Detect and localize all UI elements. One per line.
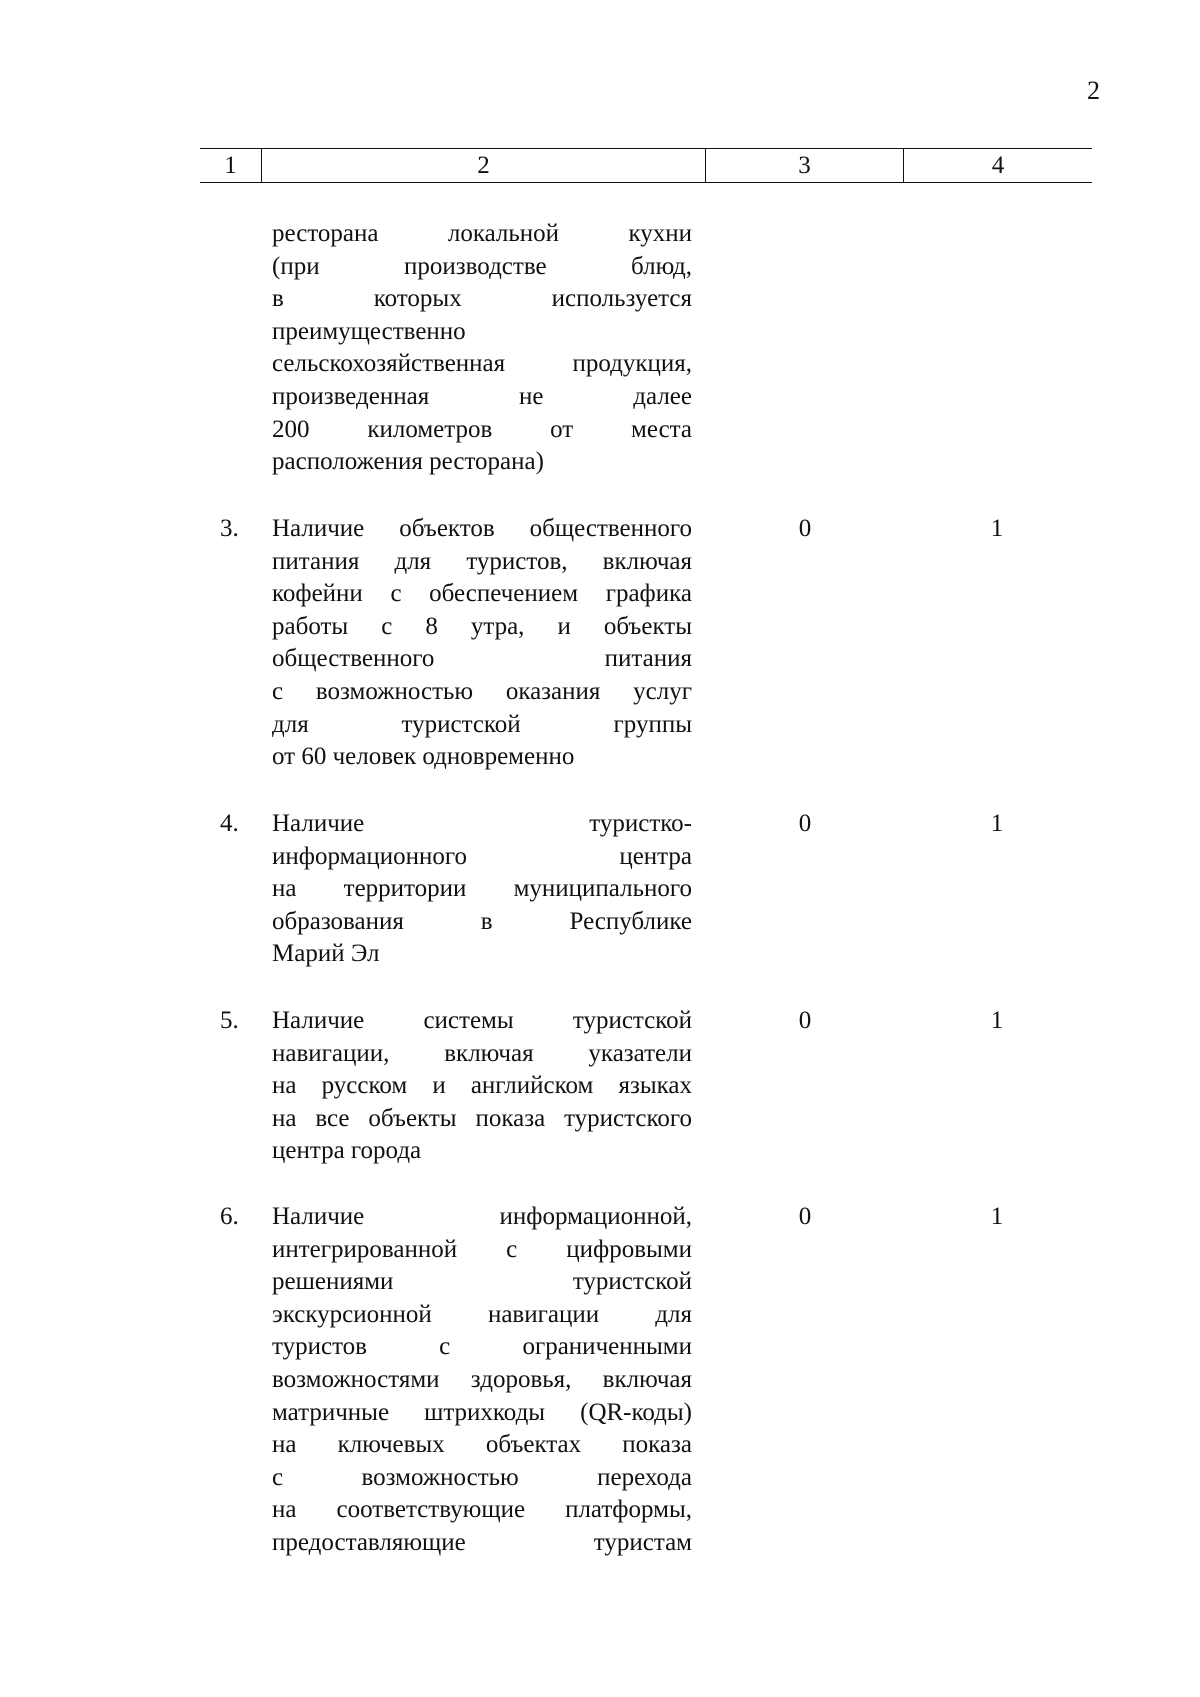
text-line: предоставляющие туристам	[272, 1528, 692, 1556]
text-line: на соответствующие платформы,	[272, 1496, 692, 1524]
text-line: решениями туристской	[272, 1268, 692, 1296]
text-line: от 60 человек одновременно	[272, 743, 575, 771]
text-line: на территории муниципального	[272, 875, 692, 903]
text-line: на ключевых объектах показа	[272, 1431, 692, 1459]
row-description	[272, 1201, 692, 1560]
text-line: экскурсионной навигации для	[272, 1300, 692, 1328]
continuation-text	[272, 218, 692, 479]
text-line: преимущественно	[272, 317, 466, 345]
row-number: 3.	[220, 515, 239, 542]
row-value-col4: 1	[990, 1203, 1004, 1230]
table-header	[200, 148, 1092, 183]
row-description	[272, 513, 692, 774]
row-value-col3: 0	[798, 1007, 812, 1034]
row-description	[272, 808, 692, 971]
text-line: (при производстве блюд,	[272, 252, 692, 280]
text-line: с возможностью оказания услуг	[272, 677, 692, 705]
text-line: интегрированной с цифровыми	[272, 1235, 692, 1263]
text-line: работы с 8 утра, и объекты	[272, 612, 692, 640]
text-line: с возможностью перехода	[272, 1463, 692, 1491]
text-line: центра города	[272, 1137, 422, 1165]
row-number: 5.	[220, 1007, 239, 1034]
row-number: 6.	[220, 1203, 239, 1230]
row-value-col3: 0	[798, 1203, 812, 1230]
page-number: 2	[1087, 76, 1100, 105]
text-line: в которых используется	[272, 285, 692, 313]
row-value-col3: 0	[798, 810, 812, 837]
text-line: Наличие информационной,	[272, 1203, 692, 1230]
text-line: для туристской группы	[272, 710, 692, 738]
row-value-col3: 0	[798, 515, 812, 542]
row-value-col4: 1	[990, 1007, 1004, 1034]
text-line: сельскохозяйственная продукция,	[272, 350, 692, 378]
text-line: образования в Республике	[272, 907, 692, 935]
text-line: питания для туристов, включая	[272, 547, 692, 575]
text-line: навигации, включая указатели	[272, 1039, 692, 1067]
text-line: туристов с ограниченными	[272, 1333, 692, 1361]
text-line: Наличие туристко-	[272, 810, 692, 837]
header-cell-1: 1	[200, 149, 262, 182]
text-line: кофейни с обеспечением графика	[272, 580, 692, 608]
header-cell-4: 4	[991, 152, 1005, 179]
text-line: матричные штрихкоды (QR-коды)	[272, 1398, 692, 1426]
text-line: на русском и английском языках	[272, 1072, 692, 1100]
text-line: на все объекты показа туристского	[272, 1104, 692, 1132]
row-value-col4: 1	[990, 515, 1004, 542]
row-value-col4: 1	[990, 810, 1004, 837]
text-line: расположения ресторана)	[272, 448, 544, 476]
text-line: информационного центра	[272, 842, 692, 870]
text-line: Марий Эл	[272, 940, 380, 968]
header-cell-3: 3	[706, 149, 904, 182]
text-line: Наличие объектов общественного	[272, 515, 692, 542]
text-line: ресторана локальной кухни	[272, 220, 692, 247]
text-line: Наличие системы туристской	[272, 1007, 692, 1034]
text-line: общественного питания	[272, 645, 692, 673]
text-line: возможностями здоровья, включая	[272, 1365, 692, 1393]
text-line: 200 километров от места	[272, 415, 692, 443]
header-cell-2: 2	[262, 149, 706, 182]
row-number: 4.	[220, 810, 239, 837]
row-description	[272, 1005, 692, 1168]
text-line: произведенная не далее	[272, 382, 692, 410]
